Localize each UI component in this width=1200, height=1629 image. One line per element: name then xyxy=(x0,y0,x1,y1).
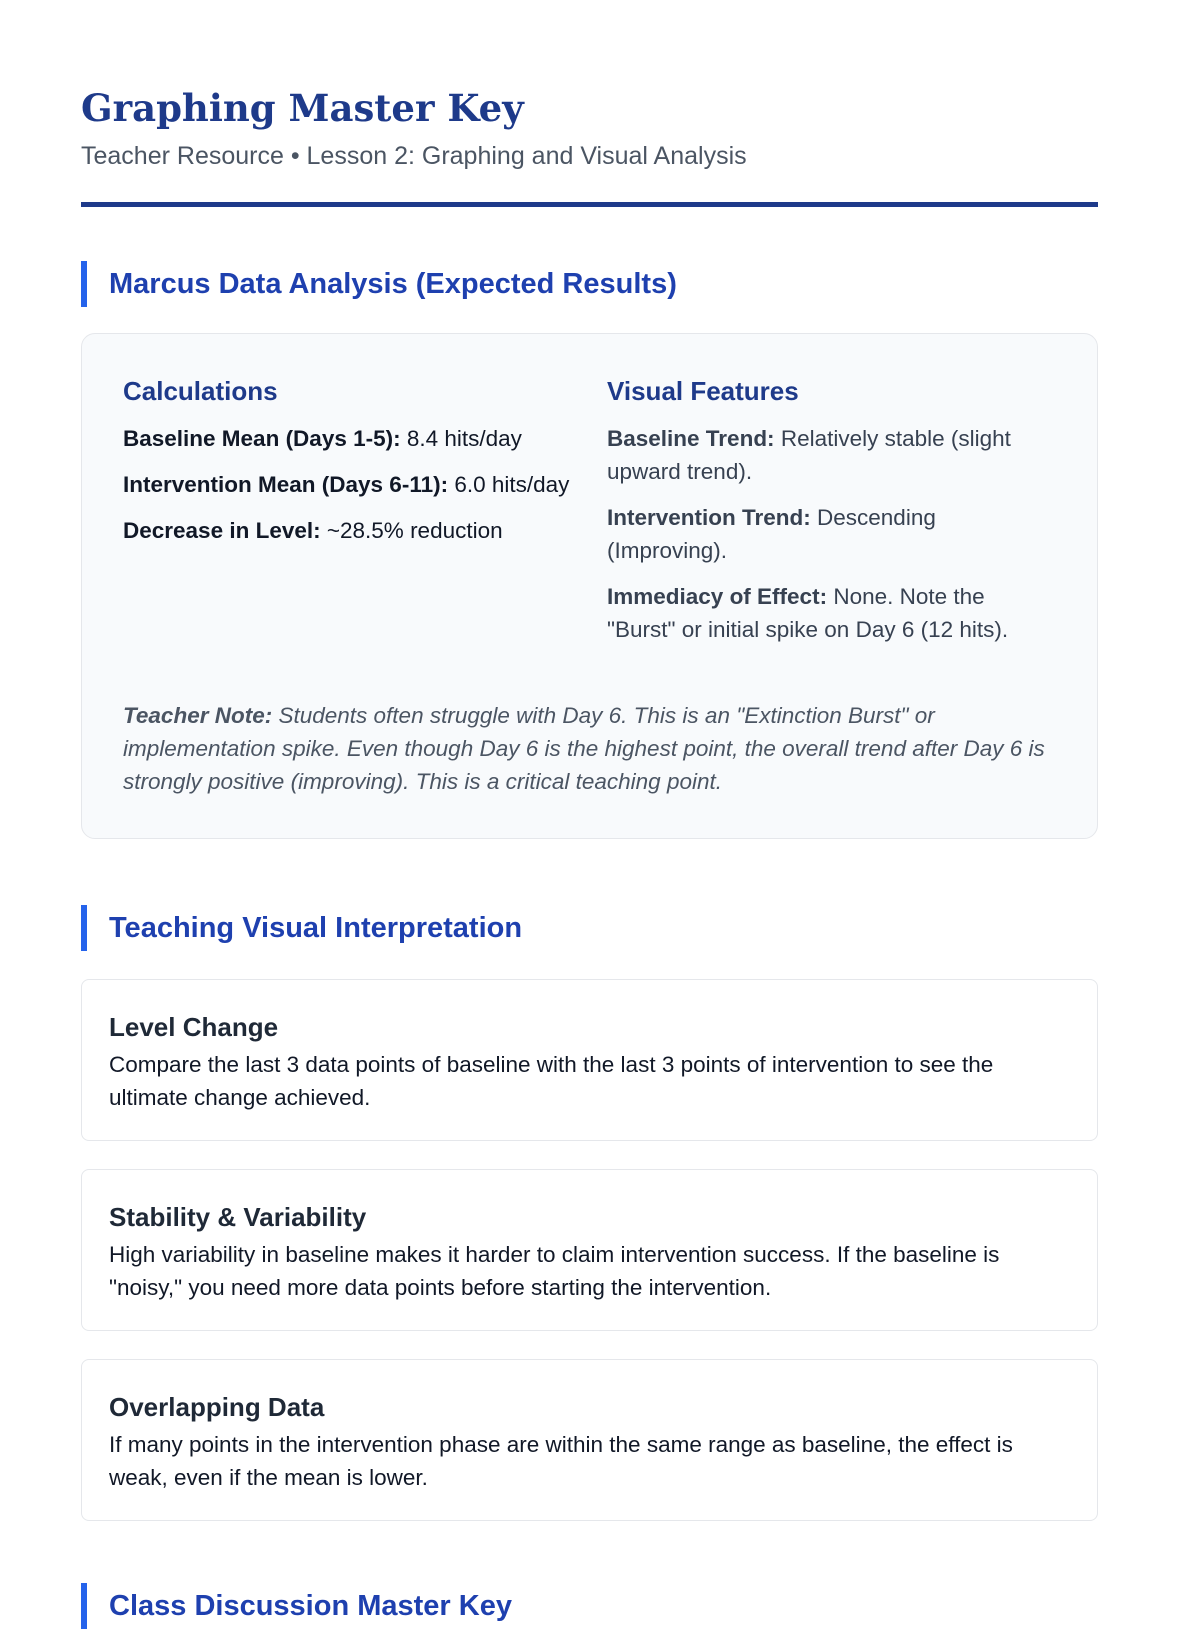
document-header xyxy=(81,0,1098,207)
page-title: Graphing Master Key xyxy=(81,86,524,130)
concept-title: Overlapping Data xyxy=(109,1392,325,1422)
feature-value: Descending (Improving). xyxy=(607,505,936,563)
concept-description: Compare the last 3 data points of baseline with the last 3 points of intervention to see the ultimate change achieved. xyxy=(109,1052,994,1110)
concept-description: If many points in the intervention phase are within the same range as baseline, the effect is weak, even if the mean is lower. xyxy=(109,1432,1013,1490)
feature-value: None. Note the "Burst" or initial spike on Day 6 (12 hits). xyxy=(607,584,1009,642)
page-subtitle: Teacher Resource • Lesson 2: Graphing and Visual Analysis xyxy=(81,142,747,170)
calc-item-baseline-mean xyxy=(123,422,573,455)
section-heading-teaching: Teaching Visual Interpretation xyxy=(81,905,1098,951)
feature-item-intervention-trend xyxy=(607,501,1057,567)
concept-card-stability xyxy=(81,1169,1098,1331)
feature-label: Intervention Trend: xyxy=(607,505,811,530)
feature-label: Immediacy of Effect: xyxy=(607,584,828,609)
feature-item-immediacy xyxy=(607,580,1057,646)
visual-features-title: Visual Features xyxy=(607,376,799,406)
calc-value: 6.0 hits/day xyxy=(448,472,570,497)
calc-item-decrease xyxy=(123,514,573,547)
feature-label: Baseline Trend: xyxy=(607,426,775,451)
analysis-card xyxy=(81,333,1098,839)
teacher-note-label: Teacher Note: xyxy=(123,703,273,728)
teacher-note xyxy=(123,699,1057,798)
section-heading-discussion: Class Discussion Master Key xyxy=(81,1583,1098,1629)
feature-item-baseline-trend xyxy=(607,422,1057,488)
analysis-columns xyxy=(123,374,1057,659)
calc-label: Intervention Mean (Days 6-11): xyxy=(123,472,449,497)
feature-value: Relatively stable (slight upward trend). xyxy=(607,426,1011,484)
teacher-note-text: Students often struggle with Day 6. This is an "Extinction Burst" or implementation spike. Even though Day 6 is the highest point, the overall trend after Day 6 is strongly positive (improving). This is a critical teaching point. xyxy=(123,703,1045,794)
calc-item-intervention-mean xyxy=(123,468,573,501)
calc-value: ~28.5% reduction xyxy=(320,518,503,543)
concept-card-overlapping xyxy=(81,1359,1098,1521)
calculations-column xyxy=(123,374,573,659)
concept-title: Level Change xyxy=(109,1012,279,1042)
calculations-title: Calculations xyxy=(123,376,278,406)
visual-features-column xyxy=(607,374,1057,659)
concept-card-level-change xyxy=(81,979,1098,1141)
concept-title: Stability & Variability xyxy=(109,1202,367,1232)
calc-label: Decrease in Level: xyxy=(123,518,321,543)
calc-label: Baseline Mean (Days 1-5): xyxy=(123,426,401,451)
section-heading-analysis: Marcus Data Analysis (Expected Results) xyxy=(81,261,1098,307)
concept-description: High variability in baseline makes it harder to claim intervention success. If the baseline is "noisy," you need more data points before starting the intervention. xyxy=(109,1242,1000,1300)
calc-value: 8.4 hits/day xyxy=(400,426,522,451)
